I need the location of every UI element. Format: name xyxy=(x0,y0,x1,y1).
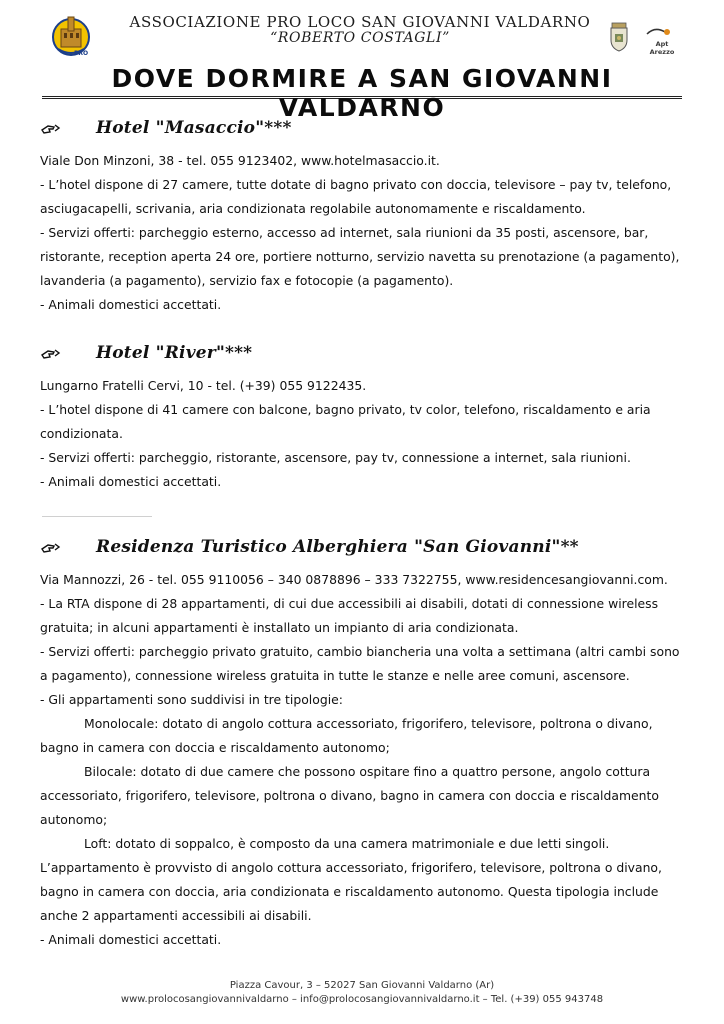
footer-contacts: www.prolocosangiovannivaldarno – info@prolocosangiovannivaldarno.it – Tel. (+39) 055 943748 xyxy=(120,994,604,1005)
apt-label: Apt Arezzo xyxy=(649,40,675,56)
services-line: - Servizi offerti: parcheggio esterno, accesso ad internet, sala riunioni da 35 posti, ascensore, bar, ristorante, reception aperta 24 ore, portiere notturno, servizio navetta su prenotazione (a pagamento), lavanderia (a pagamento), servizio fax e fotocopie (a pagamento). xyxy=(40,225,680,288)
apt-swoosh-icon xyxy=(643,24,681,40)
municipal-crest-icon xyxy=(608,22,630,52)
residence-san-giovanni-details xyxy=(40,568,690,952)
services-line: - Servizi offerti: parcheggio privato gratuito, cambio biancheria una volta a settimana (altri cambi sono a pagamento), connessione wireless gratuita in tutte le stanze e nelle aree comuni, ascensore. xyxy=(40,644,680,683)
services-line: - Servizi offerti: parcheggio, ristorante, ascensore, pay tv, connessione a internet, sala riunioni. xyxy=(40,450,631,465)
hotel-river-details xyxy=(40,374,690,494)
footer-address: Piazza Cavour, 3 – 52027 San Giovanni Valdarno (Ar) xyxy=(229,980,495,991)
hand-pointer-icon xyxy=(40,540,68,554)
pro-loco-logo-icon xyxy=(52,13,90,59)
apartment-type-loft: Loft: dotato di soppalco, è composto da una camera matrimoniale e due letti singoli. L’appartamento è provvisto di angolo cottura accessoriato, frigorifero, televisore, poltrona o divano, bagno in camera con doccia, aria condizionata e riscaldamento autonomo. Questa tipologia include anche 2 appartamenti accessibili ai disabili. xyxy=(40,836,662,923)
divider xyxy=(42,516,152,517)
section-heading-san-giovanni xyxy=(40,535,579,559)
apartment-type-monolocale: Monolocale: dotato di angolo cottura accessoriato, frigorifero, televisore, poltrona o divano, bagno in camera con doccia e riscaldamento autonomo; xyxy=(40,716,653,755)
apartment-type-bilocale: Bilocale: dotato di due camere che possono ospitare fino a quattro persone, angolo cottura accessoriato, frigorifero, televisore, poltrona o divano, bagno in camera con doccia e riscaldamento autonomo; xyxy=(40,764,659,827)
description-line: - La RTA dispone di 28 appartamenti, di cui due accessibili ai disabili, dotati di connessione wireless gratuita; in alcuni appartamenti è installato un impianto di aria condizionata. xyxy=(40,596,659,635)
apt-arezzo-logo xyxy=(643,24,681,56)
letterhead xyxy=(0,0,724,62)
hotel-masaccio-details xyxy=(40,149,690,317)
description-line: - L’hotel dispone di 27 camere, tutte dotate di bagno privato con doccia, televisore – pay tv, telefono, asciugacapelli, scrivania, aria condizionata regolabile autonomamente e riscaldamento. xyxy=(40,177,672,216)
svg-text:PRO: PRO xyxy=(74,50,89,57)
address-line: Lungarno Fratelli Cervi, 10 - tel. (+39) 055 9122435. xyxy=(40,378,367,393)
section-heading-masaccio xyxy=(40,116,292,140)
hand-pointer-icon xyxy=(40,121,68,135)
hotel-name: Hotel "River"*** xyxy=(96,343,253,363)
hotel-name: Hotel "Masaccio"*** xyxy=(96,118,292,138)
page-title-text: DOVE DORMIRE A SAN GIOVANNI VALDARNO xyxy=(111,64,613,122)
organization-name: ASSOCIAZIONE PRO LOCO SAN GIOVANNI VALDARNO xyxy=(129,13,591,31)
address-line: Viale Don Minzoni, 38 - tel. 055 9123402, www.hotelmasaccio.it. xyxy=(40,153,440,168)
pets-line: - Animali domestici accettati. xyxy=(40,297,222,312)
section-heading-river xyxy=(40,341,252,365)
organization-subtitle: “ROBERTO COSTAGLI” xyxy=(270,30,450,46)
pets-line: - Animali domestici accettati. xyxy=(40,932,222,947)
apartment-types-intro: - Gli appartamenti sono suddivisi in tre tipologie: xyxy=(40,692,343,707)
description-line: - L’hotel dispone di 41 camere con balcone, bagno privato, tv color, telefono, riscaldamento e aria condizionata. xyxy=(40,402,651,441)
hand-pointer-icon xyxy=(40,346,68,360)
address-line: Via Mannozzi, 26 - tel. 055 9110056 – 340 0878896 – 333 7322755, www.residencesangiovanni.com. xyxy=(40,572,668,587)
hotel-name: Residenza Turistico Alberghiera "San Giovanni"** xyxy=(96,537,579,557)
pets-line: - Animali domestici accettati. xyxy=(40,474,222,489)
page-title xyxy=(42,64,682,122)
